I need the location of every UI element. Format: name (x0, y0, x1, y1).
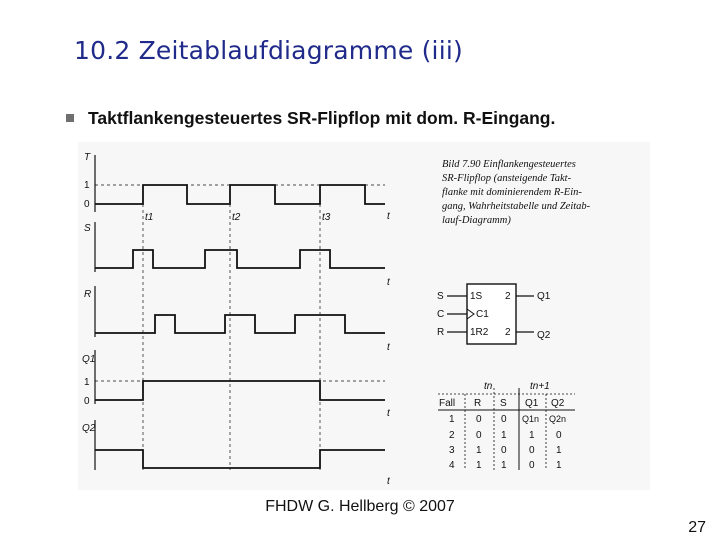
tt-r1-c1: 1 (449, 414, 455, 425)
tt-r3-c2: 1 (476, 445, 482, 456)
t-axis-label-1: t (387, 211, 390, 222)
t3-label: t3 (322, 212, 331, 223)
Q1-level-high: 1 (84, 377, 90, 388)
Q2-label: Q2 (82, 423, 96, 434)
symbol-input-R: R (437, 327, 445, 338)
tt-r1-c4: Q1n (522, 414, 540, 424)
caption-line-3: flanke mit dominierendem R-Ein- (442, 187, 582, 198)
tt-r3-c5: 1 (556, 445, 562, 456)
symbol-output-Q2: Q2 (537, 330, 551, 341)
page-number: 27 (688, 519, 706, 536)
tt-r1-c2: 0 (476, 414, 482, 425)
T-level-high: 1 (84, 180, 90, 191)
t-axis-label-3: t (387, 342, 390, 353)
caption-line-1: Bild 7.90 Einflankengesteuertes (442, 159, 576, 170)
tt-r1-c5: Q2n (549, 414, 567, 424)
t2-label: t2 (232, 212, 241, 223)
tt-r4-c5: 1 (556, 460, 562, 471)
T-label: T (84, 152, 91, 163)
symbol-pin-out-1: 2 (505, 291, 511, 302)
caption-line-5: lauf-Diagramm) (442, 215, 511, 226)
symbol-pin-1S: 1S (470, 291, 483, 302)
Q1-label: Q1 (82, 354, 96, 365)
tt-r4-c1: 4 (449, 460, 455, 471)
symbol-pin-1R2: 1R2 (470, 327, 489, 338)
tt-header-tn1: tn+1 (530, 381, 550, 392)
t-axis-label-5: t (387, 476, 390, 487)
R-label: R (84, 289, 92, 300)
Q1-level-low: 0 (84, 396, 90, 407)
tt-r3-c4: 0 (529, 445, 535, 456)
t-axis-label-2: t (387, 277, 390, 288)
bullet-text: Taktflankengesteuertes SR-Flipflop mit dom. R-Eingang. (88, 107, 556, 128)
symbol-input-C: C (437, 309, 445, 320)
tt-r3-c1: 3 (449, 445, 455, 456)
symbol-input-S: S (437, 291, 444, 302)
tt-col-Fall: Fall (439, 398, 456, 409)
tt-col-Q2: Q2 (551, 398, 565, 409)
footer-copyright: FHDW G. Hellberg © 2007 (265, 498, 455, 515)
tt-col-R: R (474, 398, 482, 409)
tt-r2-c2: 0 (476, 430, 482, 441)
caption-line-2: SR-Flipflop (ansteigende Takt- (442, 173, 572, 184)
tt-col-S: S (500, 398, 507, 409)
symbol-pin-C1: C1 (476, 309, 489, 320)
tt-r2-c1: 2 (449, 430, 455, 441)
symbol-pin-out-2: 2 (505, 327, 511, 338)
tt-r4-c3: 1 (501, 460, 507, 471)
tt-r2-c4: 1 (529, 430, 535, 441)
t1-label: t1 (145, 212, 154, 223)
tt-col-Q1: Q1 (525, 398, 539, 409)
t-axis-label-4: t (387, 408, 390, 419)
tt-r1-c3: 0 (501, 414, 507, 425)
tt-r3-c3: 0 (501, 445, 507, 456)
T-level-low: 0 (84, 199, 90, 210)
tt-r4-c2: 1 (476, 460, 482, 471)
S-label: S (84, 223, 91, 234)
tt-r2-c3: 1 (501, 430, 507, 441)
symbol-output-Q1: Q1 (537, 291, 551, 302)
caption-line-4: gang, Wahrheitstabelle und Zeitab- (442, 201, 591, 212)
tt-r2-c5: 0 (556, 430, 562, 441)
tt-r4-c4: 0 (529, 460, 535, 471)
tt-header-tn: tn (484, 381, 493, 392)
slide-title: 10.2 Zeitablaufdiagramme (iii) (74, 36, 463, 65)
